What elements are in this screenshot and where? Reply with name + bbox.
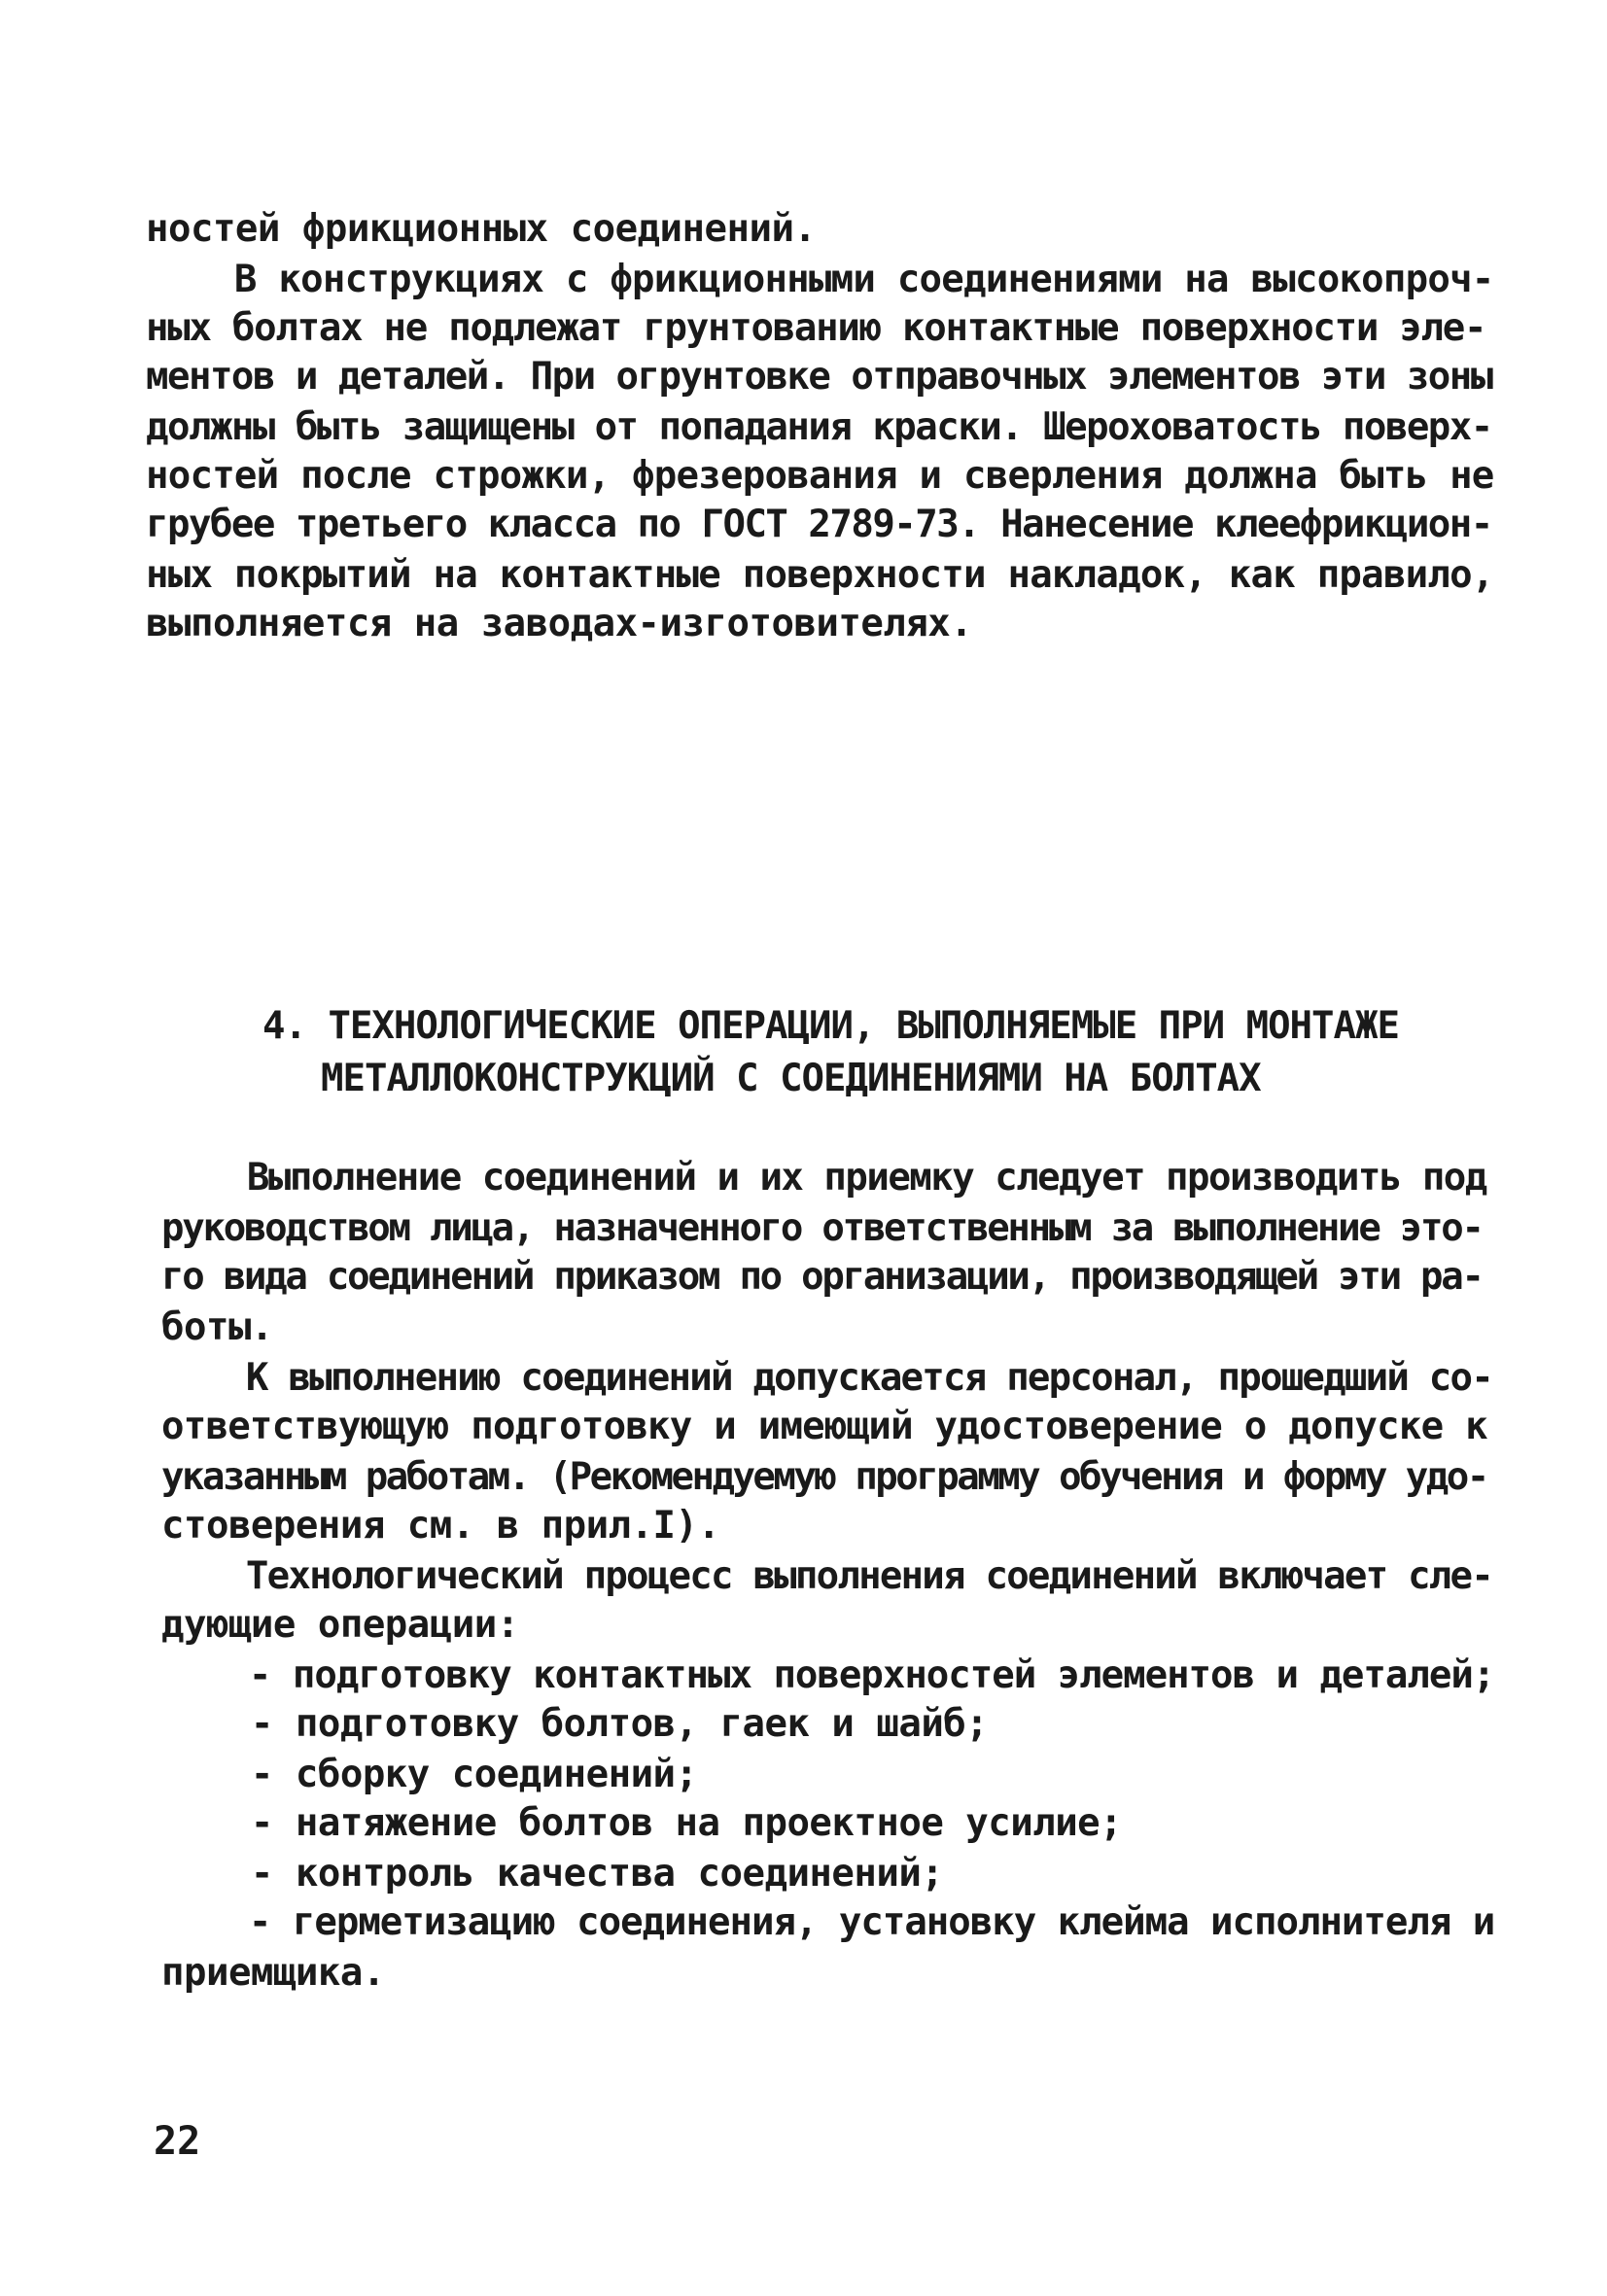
text-line: приемщика. (161, 1951, 385, 1995)
text-line: дующие операции: (161, 1603, 519, 1647)
text-line: В конструкциях с фрикционными соединениями на высокопроч- (146, 258, 1494, 301)
text-line: ных покрытий на контактные поверхности накладок, как правило, (146, 553, 1494, 597)
text-line: Выполнение соединений и их приемку следует производить под (161, 1156, 1486, 1200)
text-line: стоверения см. в прил.I). (161, 1504, 720, 1548)
heading-line: 4. ТЕХНОЛОГИЧЕСКИЕ ОПЕРАЦИИ, ВЫПОЛНЯЕМЫЕ ПРИ МОНТАЖЕ (262, 1004, 1399, 1048)
text-line: выполняется на заводах-изготовителях. (146, 602, 973, 645)
text-line: ментов и деталей. При огрунтовке отправочных элементов эти зоны (146, 355, 1492, 399)
text-line: указанным работам. (Рекомендуемую программу обучения и форму удо- (161, 1455, 1487, 1499)
text-line: грубее третьего класса по ГОСТ 2789-73. Нанесение клеефрикцион- (146, 503, 1492, 546)
list-item: - герметизацию соединения, установку клейма исполнителя и (161, 1900, 1495, 1944)
text-line: Технологический процесс выполнения соединений включает сле- (161, 1554, 1492, 1598)
text-line: должны быть защищены от попадания краски. Шероховатость поверх- (146, 405, 1492, 449)
list-item: - контроль качества соединений; (161, 1852, 944, 1896)
text-line: боты. (161, 1305, 273, 1349)
text-line: го вида соединений приказом по организации, производящей эти ра- (161, 1255, 1483, 1299)
text-line: руководством лица, назначенного ответственным за выполнение это- (161, 1206, 1483, 1250)
text-line: ных болтах не подлежат грунтованию контактные поверхности эле- (146, 306, 1486, 350)
page-number: 22 (154, 2119, 201, 2164)
text-line: К выполнению соединений допускается персонал, прошедший со- (161, 1356, 1492, 1400)
list-item: - сборку соединений; (161, 1753, 698, 1796)
text-line: ностей фрикционных соединений. (146, 207, 817, 251)
heading-line: МЕТАЛЛОКОНСТРУКЦИЙ С СОЕДИНЕНИЯМИ НА БОЛТАХ (321, 1057, 1261, 1100)
list-item: - подготовку контактных поверхностей элементов и деталей; (161, 1653, 1495, 1697)
list-item: - натяжение болтов на проектное усилие; (161, 1801, 1123, 1845)
list-item: - подготовку болтов, гаек и шайб; (161, 1702, 989, 1746)
text-line: ностей после строжки, фрезерования и сверления должна быть не (146, 454, 1494, 498)
text-line: ответствующую подготовку и имеющий удостоверение о допуске к (161, 1405, 1487, 1448)
